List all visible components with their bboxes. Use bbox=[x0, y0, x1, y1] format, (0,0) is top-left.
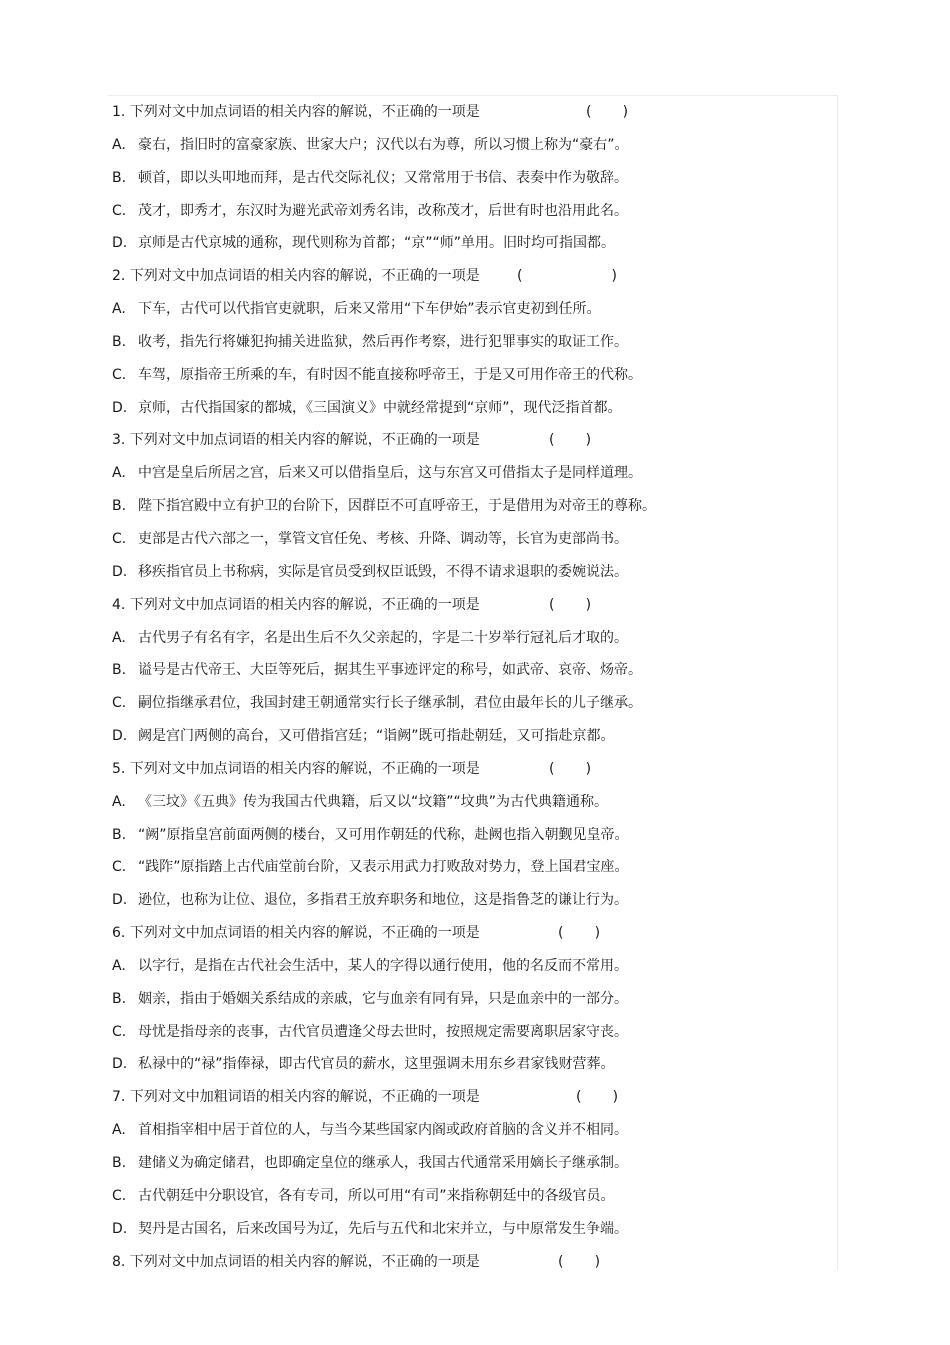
question-5-option-a: A. 《三坟》《五典》传为我国古代典籍，后又以“坟籍”“坟典”为古代典籍通称。 bbox=[112, 793, 609, 810]
question-6-stem: 6. 下列对文中加点词语的相关内容的解说，不正确的一项是 ( ) bbox=[112, 917, 832, 950]
question-3-option-c: C. 吏部是古代六部之一，掌管文官任免、考核、升降、调动等，长官为吏部尚书。 bbox=[112, 530, 628, 547]
question-8-stem: 8. 下列对文中加点词语的相关内容的解说，不正确的一项是 ( ) bbox=[112, 1246, 832, 1279]
question-7-option-c: C. 古代朝廷中分职设官，各有专司，所以可用“有司”来指称朝廷中的各级官员。 bbox=[112, 1187, 615, 1204]
question-1-stem: 1. 下列对文中加点词语的相关内容的解说，不正确的一项是 ( ) bbox=[112, 96, 832, 129]
question-5-option-c: C. “践阼”原指踏上古代庙堂前台阶，又表示用武力打败敌对势力，登上国君宝座。 bbox=[112, 859, 629, 876]
question-1-option-d: D. 京师是古代京城的通称，现代则称为首都；“京”“师”单用。旧时均可指国都。 bbox=[112, 235, 616, 252]
question-3-stem: 3. 下列对文中加点词语的相关内容的解说，不正确的一项是 ( ) bbox=[112, 424, 832, 457]
question-6-option-d: D. 私禄中的“禄”指俸禄，即古代官员的薪水，这里强调未用东乡君家钱财营葬。 bbox=[112, 1056, 615, 1073]
document-body bbox=[112, 96, 832, 1278]
question-1-option-a: A. 豪右，指旧时的富豪家族、世家大户；汉代以右为尊，所以习惯上称为“豪右”。 bbox=[112, 136, 629, 153]
answer-bracket: ( ) bbox=[549, 760, 592, 777]
answer-bracket: ( ) bbox=[576, 1089, 619, 1106]
question-6-option-c: C. 母忧是指母亲的丧事，古代官员遭逢父母去世时，按照规定需要离职居家守丧。 bbox=[112, 1023, 628, 1040]
question-3-option-a: A. 中宫是皇后所居之宫，后来又可以借指皇后，这与东宫又可借指太子是同样道理。 bbox=[112, 465, 642, 482]
question-4-option-c: C. 嗣位指继承君位，我国封建王朝通常实行长子继承制，君位由最年长的儿子继承。 bbox=[112, 695, 642, 712]
question-6-option-a: A. 以字行，是指在古代社会生活中，某人的字得以通行使用，他的名反而不常用。 bbox=[112, 957, 628, 974]
question-7-option-a: A. 首相指宰相中居于首位的人，与当今某些国家内阁或政府首脑的含义并不相同。 bbox=[112, 1122, 628, 1139]
answer-bracket: ( ) bbox=[549, 596, 592, 613]
question-1-option-b: B. 顿首，即以头叩地而拜，是古代交际礼仪；又常常用于书信、表奏中作为敬辞。 bbox=[112, 169, 628, 186]
question-4-stem: 4. 下列对文中加点词语的相关内容的解说，不正确的一项是 ( ) bbox=[112, 589, 832, 622]
question-5-stem: 5. 下列对文中加点词语的相关内容的解说，不正确的一项是 ( ) bbox=[112, 753, 832, 786]
question-3-option-b: B. 陛下指宫殿中立有护卫的台阶下，因群臣不可直呼帝王，于是借用为对帝王的尊称。 bbox=[112, 498, 656, 515]
answer-bracket: ( ) bbox=[558, 925, 601, 942]
answer-bracket: ( ) bbox=[586, 104, 629, 120]
question-7-option-d: D. 契丹是古国名，后来改国号为辽，先后与五代和北宋并立，与中原常发生争端。 bbox=[112, 1220, 628, 1237]
question-5-option-d: D. 逊位，也称为让位、退位，多指君王放弃职务和地位，这是指鲁芝的谦让行为。 bbox=[112, 892, 628, 909]
question-2-option-d: D. 京师，古代指国家的都城，《三国演义》中就经常提到“京师”，现代泛指首都。 bbox=[112, 399, 622, 416]
answer-bracket: ( ) bbox=[517, 268, 617, 285]
question-7-stem: 7. 下列对文中加粗词语的相关内容的解说，不正确的一项是 ( ) bbox=[112, 1081, 832, 1114]
question-5-option-b: B. “阙”原指皇宫前面两侧的楼台，又可用作朝廷的代称，赴阙也指入朝觐见皇帝。 bbox=[112, 826, 629, 843]
question-2-option-b: B. 收考，指先行将嫌犯拘捕关进监狱，然后再作考察，进行犯罪事实的取证工作。 bbox=[112, 333, 628, 350]
answer-bracket: ( ) bbox=[558, 1253, 601, 1270]
question-6-option-b: B. 姻亲，指由于婚姻关系结成的亲戚，它与血亲有同有异，只是血亲中的一部分。 bbox=[112, 990, 628, 1007]
question-2-option-c: C. 车驾，原指帝王所乘的车，有时因不能直接称呼帝王，于是又可用作帝王的代称。 bbox=[112, 366, 642, 383]
question-3-option-d: D. 移疾指官员上书称病，实际是官员受到权臣诋毁，不得不请求退职的委婉说法。 bbox=[112, 563, 628, 580]
question-4-option-d: D. 阙是宫门两侧的高台，又可借指宫廷；“诣阙”既可指赴朝廷，又可指赴京都。 bbox=[112, 728, 615, 745]
question-4-option-b: B. 谥号是古代帝王、大臣等死后，据其生平事迹评定的称号，如武帝、哀帝、炀帝。 bbox=[112, 662, 642, 679]
answer-bracket: ( ) bbox=[549, 432, 592, 449]
question-2-option-a: A. 下车，古代可以代指官吏就职，后来又常用“下车伊始”表示官吏初到任所。 bbox=[112, 301, 601, 318]
question-7-option-b: B. 建储义为确定储君，也即确定皇位的继承人，我国古代通常采用嫡长子继承制。 bbox=[112, 1155, 628, 1171]
question-1-option-c: C. 茂才，即秀才，东汉时为避光武帝刘秀名讳，改称茂才，后世有时也沿用此名。 bbox=[112, 202, 628, 219]
question-2-stem: 2. 下列对文中加点词语的相关内容的解说，不正确的一项是 ( ) bbox=[112, 260, 832, 293]
question-4-option-a: A. 古代男子有名有字，名是出生后不久父亲起的，字是二十岁举行冠礼后才取的。 bbox=[112, 629, 628, 646]
